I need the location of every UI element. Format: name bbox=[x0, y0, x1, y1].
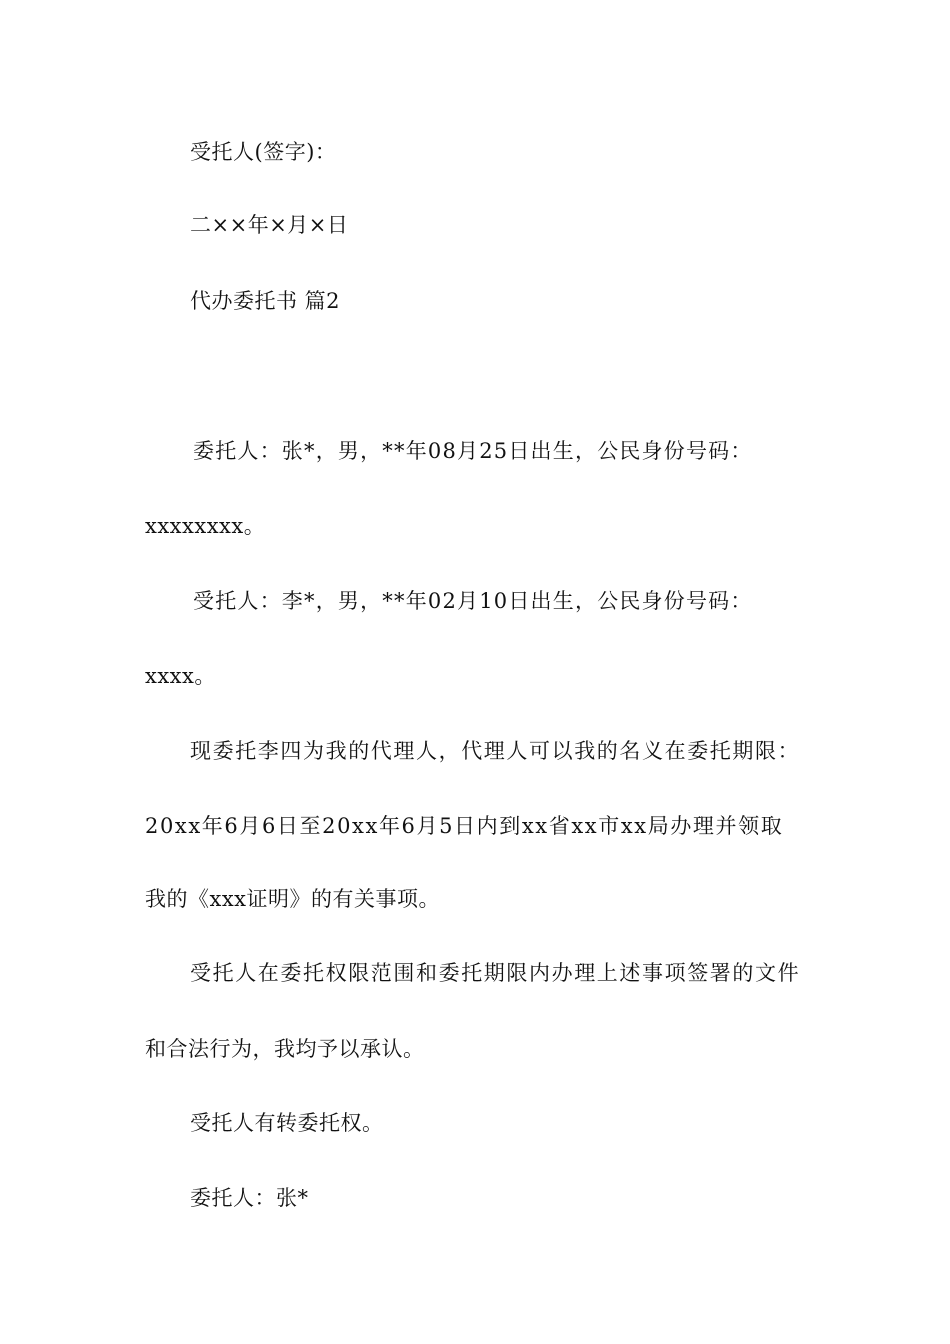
trustee-signature-line: 受托人(签字)： bbox=[190, 140, 337, 164]
principal-id-line: xxxxxxxx。 bbox=[145, 514, 266, 538]
principal-signature-line: 委托人：张* bbox=[190, 1186, 309, 1210]
date-line: 二××年×月×日 bbox=[190, 213, 349, 237]
authorization-paragraph-line-2: 20xx年6月6日至20xx年6月5日内到xx省xx市xx局办理并领取 bbox=[145, 814, 784, 838]
agent-info-line: 受托人：李*，男，**年02月10日出生，公民身份号码： bbox=[193, 589, 753, 613]
principal-info-line: 委托人：张*，男，**年08月25日出生，公民身份号码： bbox=[193, 439, 753, 463]
acknowledgement-paragraph-line-2: 和合法行为，我均予以承认。 bbox=[145, 1037, 425, 1061]
sub-delegation-line: 受托人有转委托权。 bbox=[190, 1111, 384, 1135]
section-heading: 代办委托书 篇2 bbox=[190, 289, 341, 313]
agent-id-line: xxxx。 bbox=[145, 664, 216, 688]
authorization-paragraph-line-1: 现委托李四为我的代理人，代理人可以我的名义在委托期限： bbox=[190, 739, 801, 763]
authorization-paragraph-line-3: 我的《xxx证明》的有关事项。 bbox=[145, 887, 441, 911]
acknowledgement-paragraph-line-1: 受托人在委托权限范围和委托期限内办理上述事项签署的文件 bbox=[190, 961, 801, 985]
